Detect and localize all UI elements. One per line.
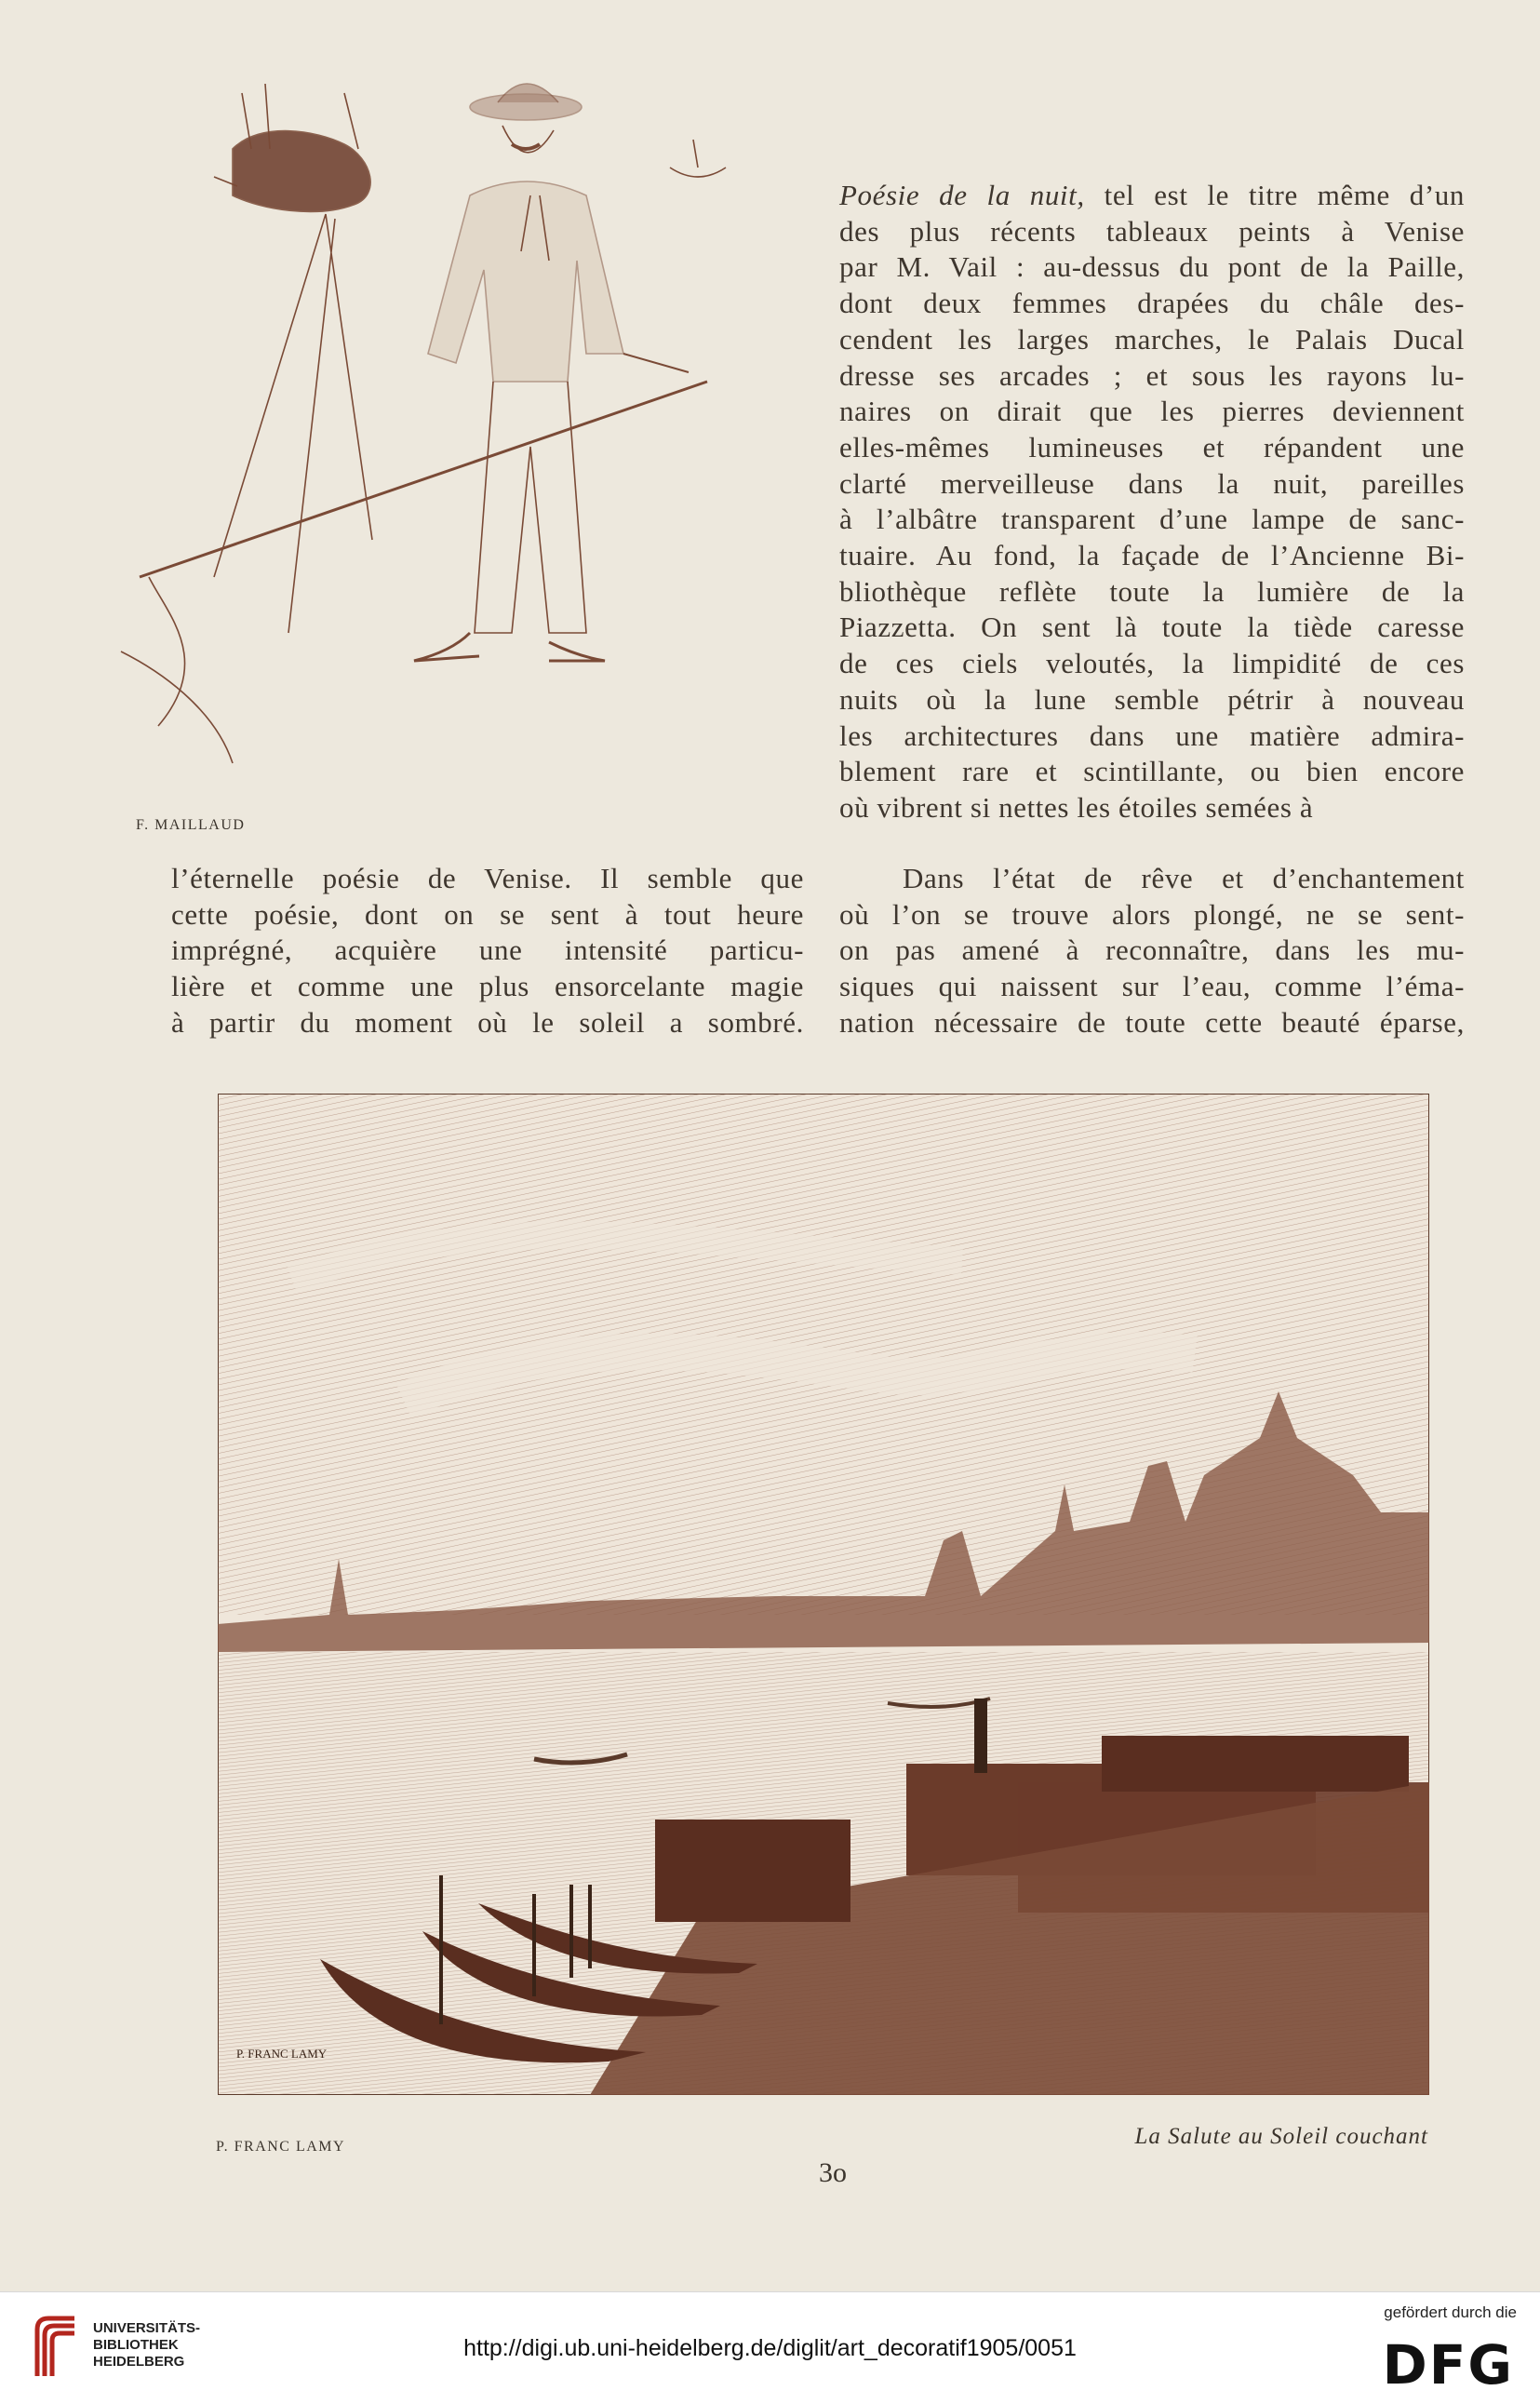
text-line: lière et comme une plus ensorcelante magie [171,970,804,1003]
text-line: où l’on se trouve alors plongé, ne se sent- [839,897,1465,931]
text-line: les architectures dans une matière admira- [839,719,1465,752]
text-line: dresse ses arcades ; et sous les rayons lu- [839,358,1465,392]
text-line: où vibrent si nettes les étoiles semées à [839,790,1314,824]
text-line: l’éternelle poésie de Venise. Il semble que [171,862,804,894]
library-name-line: HEIDELBERG [93,2354,185,2370]
text-line: à partir du moment où le soleil a sombré. [171,1005,804,1039]
etching-title-caption: La Salute au Soleil couchant [1134,2124,1428,2149]
library-name-line: BIBLIOTHEK [93,2337,179,2353]
text-fragment: tel est le titre même d’un [1084,179,1466,211]
text-line: de ces ciels veloutés, la limpidité de ces [839,647,1465,680]
painting-title: Poésie de la nuit, [839,179,1085,211]
text-line: cette poésie, dont on se sent à tout heure [171,897,804,931]
text-line: clarté merveilleuse dans la nuit, pareilles [839,466,1465,500]
gondolier-sketch [102,56,782,782]
text-line: cendent les larges marches, le Palais Ducal [839,322,1465,356]
text-line: des plus récents tableaux peints à Venise [839,214,1465,248]
right-column-paragraph-1 [839,178,1465,826]
text-line: blement rare et scintillante, ou bien encore [839,755,1465,788]
text-line: on pas amené à reconnaître, dans les mu- [839,933,1465,967]
text-line: naires on dirait que les pierres deviennent [839,395,1465,428]
text-line: bliothèque reflète toute la lumière de la [839,574,1465,608]
text-line: nuits où la lune semble pétrir à nouveau [839,682,1465,716]
funding-note: gefördert durch die [1384,2303,1517,2321]
etching-signature: P. FRANC LAMY [236,2047,328,2061]
sketch-artist-caption: F. MAILLAUD [136,817,246,833]
library-name-line: UNIVERSITÄTS- [93,2320,201,2336]
etching-artist-caption: P. FRANC LAMY [216,2139,346,2155]
document-url-link[interactable]: http://digi.ub.uni-heidelberg.de/diglit/art_decoratif1905/0051 [463,2335,1077,2361]
footer-bar [0,2291,1540,2404]
text-line: par M. Vail : au-dessus du pont de la Paille, [839,250,1465,284]
text-line: à l’albâtre transparent d’une lampe de sanc- [839,503,1465,536]
text-line: tuaire. Au fond, la façade de l’Ancienne Bi- [839,539,1465,572]
dfg-logo[interactable]: DFG [1382,2333,1514,2397]
text-line [839,178,1465,214]
text-line: Dans l’état de rêve et d’enchantement [903,862,1465,894]
text-line: dont deux femmes drapées du châle des- [839,287,1465,320]
salute-etching [218,1094,1429,2095]
text-line: nation nécessaire de toute cette beauté éparse, [839,1005,1465,1039]
text-line: imprégné, acquière une intensité particu- [171,933,804,967]
text-line: siques qui naissent sur l’eau, comme l’éma- [839,970,1465,1003]
right-column-paragraph-2 [839,861,1465,1041]
page-number: 3o [819,2157,847,2188]
text-line: Piazzetta. On sent là toute la tiède caresse [839,611,1465,644]
text-line: elles-mêmes lumineuses et répandent une [839,430,1465,463]
left-column-text [171,861,804,1041]
